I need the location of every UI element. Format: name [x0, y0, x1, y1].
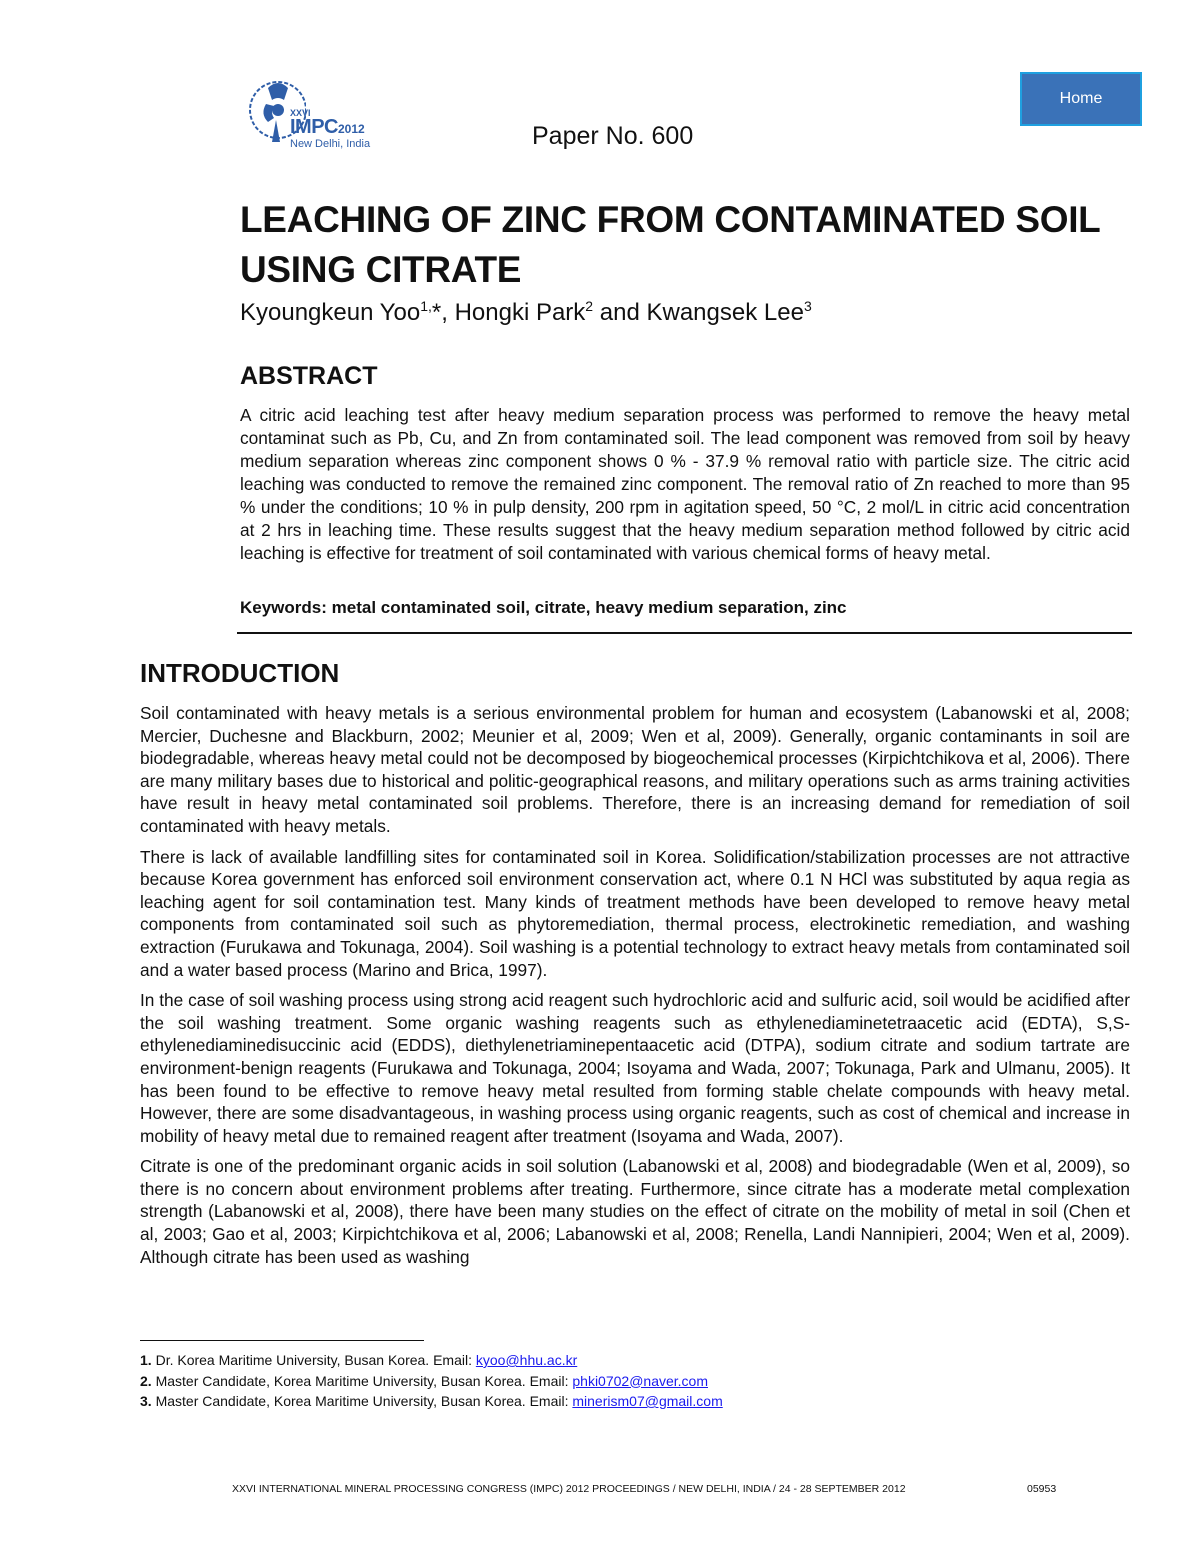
author-separator: , [441, 299, 455, 326]
logo-year: 2012 [338, 122, 365, 136]
body-paragraph: Soil contaminated with heavy metals is a serious environmental problem for human and ecosystem (Labanowski et al, 2008; Mercier, Duchesne and Blackburn, 2002; Meunier et al, 2009; Wen et al, 2009). Generally, organic contaminants in soil are biodegradable, whereas heavy metal could not be decomposed by biogeochemical processes (Kirpichtchikova et al, 2006). There are many military bases due to historical and politic-geographical reasons, and military operations such as arms training activities have result in heavy metal contaminated soil problems. Therefore, there is an increasing demand for remediation of soil contaminated with heavy metals. [140, 703, 1130, 836]
footnote-divider [140, 1340, 424, 1341]
body-paragraph: There is lack of available landfilling sites for contaminated soil in Korea. Solidification/stabilization processes are not attractive because Korea government has enforced soil environment conservation act, where 0.1 N HCl was substituted by aqua regia as leaching agent for soil contamination test. Many kinds of treatment methods have been developed to remove heavy metal components from contaminated soil such as phytoremediation, thermal process, electrokinetic remediation, and washing extraction (Furukawa and Tokunaga, 2004). Soil washing is a potential technology to extract heavy metals from contaminated soil and a water based process (Marino and Brica, 1997). [140, 846, 1130, 980]
introduction-heading: INTRODUCTION [140, 658, 340, 688]
footnote-text: Master Candidate, Korea Maritime University, Busan Korea. Email: [151, 1393, 573, 1409]
author-affiliation: 2 [585, 298, 594, 314]
logo-location: New Delhi, India [290, 138, 371, 150]
page-footer: XXVI INTERNATIONAL MINERAL PROCESSING CONGRESS (IMPC) 2012 PROCEEDINGS / NEW DELHI, INDIA / 24 - 28 SEPTEMBER 2012 [232, 1483, 906, 1495]
author-affiliation: 1, [420, 298, 432, 314]
footnote-number: 3. [140, 1393, 152, 1409]
footnote-number: 1. [140, 1352, 152, 1368]
paper-number: Paper No. 600 [532, 122, 694, 150]
author-affiliation: 3 [803, 298, 812, 314]
footnote-text: Master Candidate, Korea Maritime University, Busan Korea. Email: [151, 1372, 573, 1389]
logo-name [290, 116, 365, 139]
footnotes [140, 1350, 723, 1412]
home-button[interactable]: Home [1020, 72, 1142, 126]
abstract-text: A citric acid leaching test after heavy medium separation process was performed to remove the heavy metal contaminat such as Pb, Cu, and Zn from contaminated soil. The lead component was removed from soil by heavy medium separation whereas zinc component shows 0 % - 37.9 % removal ratio with particle size. The citric acid leaching was conducted to remove the remained zinc component. The removal ratio of Zn reached to more than 95 % under the conditions; 10 % in pulp density, 200 rpm in agitation speed, 50 °C, 2 mol/L in citric acid concentration at 2 hrs in leaching time. These results suggest that the heavy medium separation method followed by citric acid leaching is effective for treatment of soil contaminated with various chemical forms of heavy metal. [240, 405, 1130, 563]
author-name: Kyoungkeun Yoo [240, 299, 421, 326]
author-name: Kwangsek Lee [646, 299, 804, 326]
footnote-number: 2. [140, 1372, 152, 1389]
logo-impc: IMPC [290, 116, 338, 138]
corresponding-mark: * [431, 299, 442, 326]
footnote [140, 1350, 723, 1371]
page-number: 05953 [1027, 1483, 1057, 1495]
introduction-body [140, 702, 1130, 1276]
keywords: Keywords: metal contaminated soil, citrate, heavy medium separation, zinc [240, 598, 847, 617]
author-separator: and [593, 299, 647, 326]
email-link[interactable]: minerism07@gmail.com [572, 1393, 723, 1409]
author-list [240, 298, 812, 327]
paper-title: LEACHING OF ZINC FROM CONTAMINATED SOIL USING CITRATE [240, 199, 1100, 290]
footnote [140, 1391, 723, 1412]
body-paragraph: Citrate is one of the predominant organic acids in soil solution (Labanowski et al, 2008) and biodegradable (Wen et al, 2009), so there is no concern about environment problems after treating. Furthermore, since citrate has a moderate metal complexation strength (Labanowski et al, 2008), there have been many studies on the effect of citrate on the mobility of metal in soil (Chen et al, 2003; Gao et al, 2003; Kirpichtchikova et al, 2006; Labanowski et al, 2008; Renella, Landi Nannipieri, 2004; Wen et al, 2009). Although citrate has been used as washing [140, 1156, 1130, 1267]
section-divider [237, 632, 1132, 634]
impc-logo [246, 70, 406, 155]
author-name: Hongki Park [454, 299, 586, 326]
footnote-text: Dr. Korea Maritime University, Busan Korea. Email: [151, 1352, 476, 1368]
logo-edition: XXVI [290, 108, 311, 118]
email-link[interactable]: kyoo@hhu.ac.kr [475, 1352, 578, 1368]
email-link[interactable]: phki0702@naver.com [572, 1372, 708, 1389]
footnote [140, 1371, 723, 1392]
body-paragraph: In the case of soil washing process using strong acid reagent such hydrochloric acid and sulfuric acid, soil would be acidified after the soil washing treatment. Some organic washing reagents such as ethylenediaminetetraacetic acid (EDTA), S,S-ethylenediaminedisuccinic acid (EDDS), diethylenetriaminepentaacetic acid (DTPA), sodium citrate and sodium tartrate are environment-benign reagents (Furukawa and Tokunaga, 2004; Isoyama and Wada, 2007; Tokunaga, Park and Ulmanu, 2005). It has been found to be effective to remove heavy metal resulted from forming stable chelate compounds with heavy metal. However, there are some disadvantageous, in washing process using organic reagents, such as cost of chemical and increase in mobility of heavy metal due to remained reagent after treatment (Isoyama and Wada, 2007). [140, 990, 1130, 1146]
abstract-heading: ABSTRACT [240, 362, 378, 390]
